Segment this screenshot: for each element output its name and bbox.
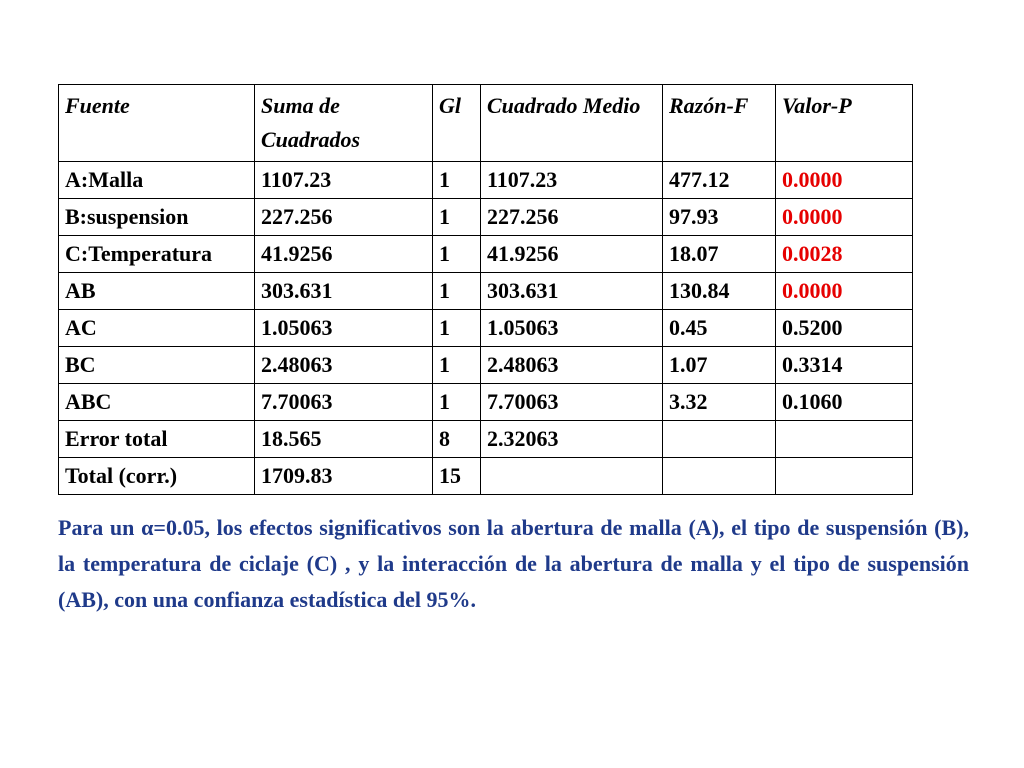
cell-cuadrado-medio: 1.05063: [481, 310, 663, 347]
cell-cuadrado-medio: 303.631: [481, 273, 663, 310]
cell-gl: 1: [433, 236, 481, 273]
cell-gl: 8: [433, 421, 481, 458]
anova-body: [59, 162, 913, 495]
header-razon-f: Razón-F: [663, 85, 776, 162]
header-fuente: Fuente: [59, 85, 255, 162]
cell-fuente: AC: [59, 310, 255, 347]
anova-table: [58, 84, 913, 495]
cell-razon-f: 130.84: [663, 273, 776, 310]
cell-razon-f: 477.12: [663, 162, 776, 199]
cell-valor-p: 0.0000: [776, 273, 913, 310]
cell-cuadrado-medio: 1107.23: [481, 162, 663, 199]
cell-suma-de-cuadrados: 1107.23: [255, 162, 433, 199]
cell-razon-f: [663, 421, 776, 458]
cell-valor-p: [776, 458, 913, 495]
cell-fuente: BC: [59, 347, 255, 384]
cell-suma-de-cuadrados: 227.256: [255, 199, 433, 236]
cell-gl: 1: [433, 273, 481, 310]
cell-cuadrado-medio: 227.256: [481, 199, 663, 236]
table-row: [59, 199, 913, 236]
cell-valor-p: 0.5200: [776, 310, 913, 347]
cell-cuadrado-medio: 41.9256: [481, 236, 663, 273]
cell-gl: 1: [433, 347, 481, 384]
cell-fuente: Total (corr.): [59, 458, 255, 495]
cell-gl: 1: [433, 384, 481, 421]
table-header-row: [59, 85, 913, 162]
cell-valor-p: 0.0000: [776, 162, 913, 199]
cell-valor-p: 0.1060: [776, 384, 913, 421]
cell-fuente: B:suspension: [59, 199, 255, 236]
cell-gl: 1: [433, 310, 481, 347]
table-row: [59, 310, 913, 347]
cell-fuente: ABC: [59, 384, 255, 421]
cell-razon-f: [663, 458, 776, 495]
table-row: [59, 347, 913, 384]
table-row: [59, 458, 913, 495]
cell-cuadrado-medio: 2.48063: [481, 347, 663, 384]
cell-valor-p: 0.0028: [776, 236, 913, 273]
table-row: [59, 162, 913, 199]
header-cuadrado-medio: Cuadrado Medio: [481, 85, 663, 162]
cell-gl: 1: [433, 199, 481, 236]
cell-gl: 15: [433, 458, 481, 495]
cell-gl: 1: [433, 162, 481, 199]
cell-cuadrado-medio: 7.70063: [481, 384, 663, 421]
table-row: [59, 273, 913, 310]
cell-razon-f: 97.93: [663, 199, 776, 236]
cell-razon-f: 1.07: [663, 347, 776, 384]
cell-suma-de-cuadrados: 18.565: [255, 421, 433, 458]
cell-suma-de-cuadrados: 7.70063: [255, 384, 433, 421]
cell-valor-p: 0.3314: [776, 347, 913, 384]
cell-razon-f: 0.45: [663, 310, 776, 347]
cell-suma-de-cuadrados: 1709.83: [255, 458, 433, 495]
cell-valor-p: [776, 421, 913, 458]
cell-suma-de-cuadrados: 1.05063: [255, 310, 433, 347]
cell-cuadrado-medio: 2.32063: [481, 421, 663, 458]
cell-razon-f: 3.32: [663, 384, 776, 421]
cell-cuadrado-medio: [481, 458, 663, 495]
cell-fuente: A:Malla: [59, 162, 255, 199]
conclusion-paragraph: Para un α=0.05, los efectos significativos son la abertura de malla (A), el tipo de suspensión (B), la temperatura de ciclaje (C) , y la interacción de la abertura de malla y el tipo de suspensión (AB), con una confianza estadística del 95%.: [58, 515, 969, 612]
header-suma-de-cuadrados: Suma de Cuadrados: [255, 85, 433, 162]
cell-suma-de-cuadrados: 2.48063: [255, 347, 433, 384]
cell-suma-de-cuadrados: 41.9256: [255, 236, 433, 273]
header-valor-p: Valor-P: [776, 85, 913, 162]
table-row: [59, 384, 913, 421]
cell-fuente: AB: [59, 273, 255, 310]
cell-suma-de-cuadrados: 303.631: [255, 273, 433, 310]
cell-fuente: Error total: [59, 421, 255, 458]
table-row: [59, 236, 913, 273]
cell-razon-f: 18.07: [663, 236, 776, 273]
cell-valor-p: 0.0000: [776, 199, 913, 236]
header-gl: Gl: [433, 85, 481, 162]
table-row: [59, 421, 913, 458]
cell-fuente: C:Temperatura: [59, 236, 255, 273]
